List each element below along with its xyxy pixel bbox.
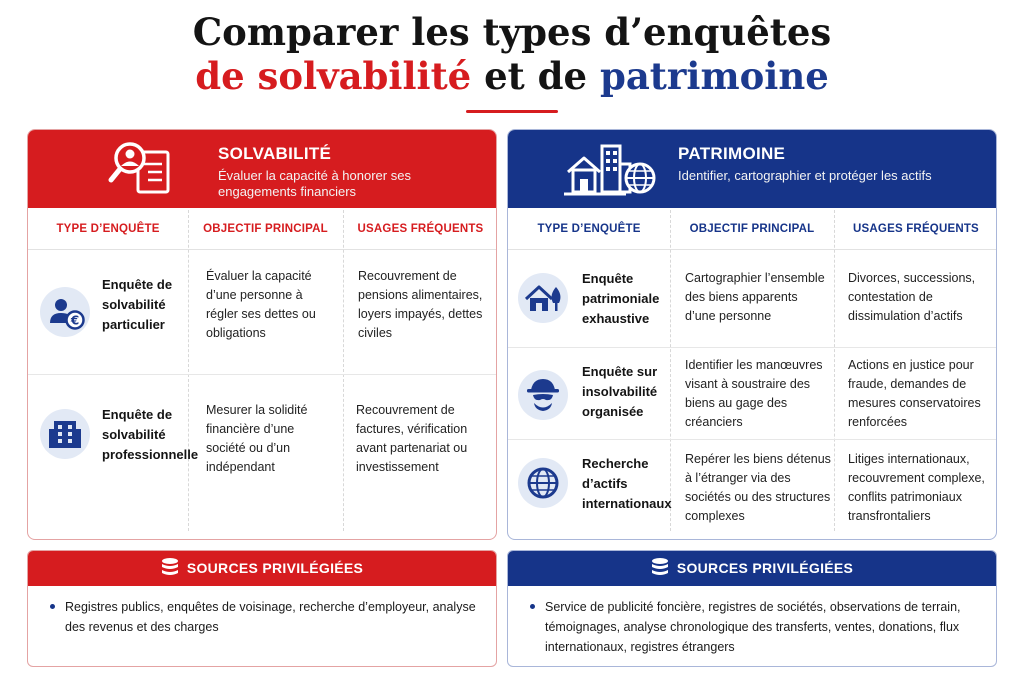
table-row — [508, 348, 996, 440]
row-uses: Litiges internationaux, recouvrement complexe, conflits patrimoniaux transfrontaliers — [848, 452, 985, 523]
sources-title: SOURCES PRIVILÉGIÉES — [676, 560, 854, 576]
solvabilite-sources-header — [28, 551, 496, 586]
title-patrimoine: patrimoine — [599, 54, 829, 98]
sources-body — [530, 597, 980, 657]
patrimoine-header — [508, 130, 996, 208]
row-objective: Évaluer la capacité d’une personne à régler ses dettes ou obligations — [206, 269, 316, 340]
col-type-enquete: TYPE D’ENQUÊTE — [537, 223, 641, 235]
solvabilite-panel — [27, 129, 497, 540]
row-name: Enquête sur insolvabilité organisée — [582, 364, 658, 419]
sources-text: Service de publicité foncière, registres de sociétés, observations de terrain, témoignages, analyse chronologique des transferts, ventes, donations, flux internationaux, registres étrangers — [545, 600, 961, 654]
col-objectif: OBJECTIF PRINCIPAL — [203, 223, 328, 235]
solvabilite-column-headers — [28, 208, 496, 250]
table-row — [28, 251, 496, 375]
title-underline — [466, 110, 558, 113]
row-name: Recherche d’actifs internationaux — [582, 456, 672, 511]
svg-text:€: € — [70, 313, 80, 328]
database-icon — [161, 557, 179, 577]
table-row — [28, 375, 496, 535]
sources-text: Registres publics, enquêtes de voisinage, recherche d’employeur, analyse des revenus et des charges — [65, 600, 476, 634]
solvabilite-sources — [27, 550, 497, 667]
database-icon — [651, 557, 669, 577]
bullet-dot — [50, 604, 55, 609]
table-row — [508, 440, 996, 540]
row-uses: Actions en justice pour fraude, demandes de mesures conservatoires renforcées — [848, 358, 981, 429]
row-objective: Mesurer la solidité financière d’une société ou d’un indépendant — [206, 403, 308, 474]
person-euro-icon — [40, 287, 90, 337]
row-objective: Repérer les biens détenus à l’étranger via des sociétés ou des structures complexes — [685, 452, 831, 523]
patrimoine-panel — [507, 129, 997, 540]
title-connector: et de — [484, 54, 588, 98]
masked-spy-icon — [518, 370, 568, 420]
row-name: Enquête de solvabilité particulier — [102, 277, 173, 332]
solvabilite-header — [28, 130, 496, 208]
row-objective: Identifier les manœuvres visant à soustraire des biens au gage des créanciers — [685, 358, 823, 429]
table-row — [508, 251, 996, 348]
col-objectif: OBJECTIF PRINCIPAL — [689, 223, 815, 235]
patrimoine-subtitle: Identifier, cartographier et protéger les actifs — [678, 168, 932, 183]
title-line-1: Comparer les types d’enquêtes — [192, 10, 832, 54]
row-uses: Recouvrement de pensions alimentaires, loyers impayés, dettes civiles — [358, 269, 483, 340]
solvabilite-subtitle: Évaluer la capacité à honorer ses engagements financiers — [218, 168, 411, 199]
office-building-icon — [40, 409, 90, 459]
sources-body — [50, 597, 480, 637]
patrimoine-title: PATRIMOINE — [678, 144, 786, 163]
row-name: Enquête patrimoniale exhaustive — [582, 271, 660, 326]
col-type-enquete: TYPE D’ENQUÊTE — [56, 223, 160, 235]
page-title — [0, 10, 1024, 98]
patrimoine-column-headers — [508, 208, 996, 250]
magnifier-person-document-icon — [108, 138, 178, 200]
sources-title: SOURCES PRIVILÉGIÉES — [186, 560, 364, 576]
globe-icon — [518, 458, 568, 508]
patrimoine-sources-header — [508, 551, 996, 586]
col-usages: USAGES FRÉQUENTS — [853, 223, 979, 235]
house-tree-icon — [518, 273, 568, 323]
row-uses: Recouvrement de factures, vérification avant partenariat ou investissement — [356, 403, 468, 474]
col-usages: USAGES FRÉQUENTS — [357, 223, 484, 235]
row-uses: Divorces, successions, contestation de dissimulation d’actifs — [848, 271, 976, 323]
row-objective: Cartographier l’ensemble des biens apparents d’une personne — [685, 271, 825, 323]
bullet-dot — [530, 604, 535, 609]
title-solvabilite: de solvabilité — [195, 54, 472, 98]
solvabilite-title: SOLVABILITÉ — [218, 144, 332, 163]
row-name: Enquête de solvabilité professionnelle — [102, 407, 199, 462]
house-buildings-globe-icon — [564, 138, 660, 200]
title-line-2 — [0, 54, 1024, 98]
patrimoine-sources — [507, 550, 997, 667]
